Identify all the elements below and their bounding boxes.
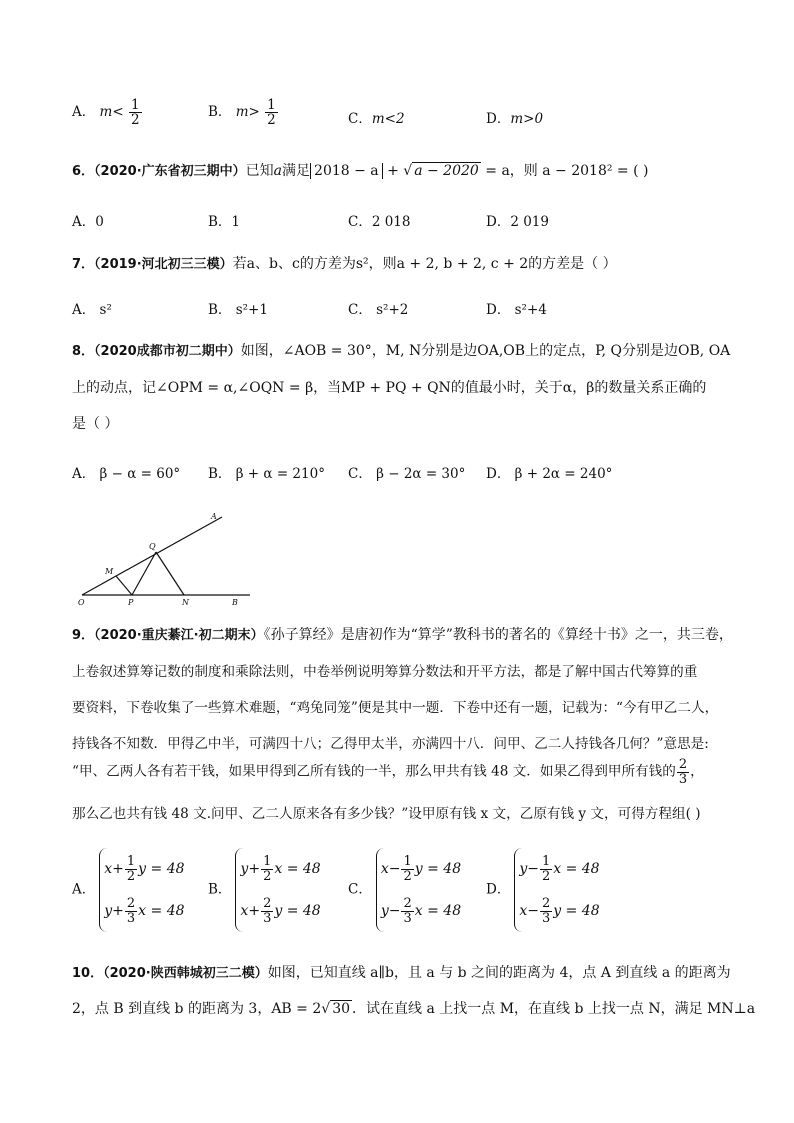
q9-option-a[interactable]: A． x+ $\frac{1}{2}$ y = 48 y+ $\frac{2}{3}$ x = 48 bbox=[72, 848, 185, 932]
q7-option-c[interactable]: C． s²+2 bbox=[348, 302, 409, 318]
segment-pq bbox=[132, 552, 156, 595]
label-o: O bbox=[78, 598, 85, 607]
q5-option-b[interactable]: B． m> $\frac{1}{2}$ bbox=[208, 97, 276, 129]
q5-option-c[interactable]: C．m<2 bbox=[348, 111, 405, 127]
q7-option-a[interactable]: A． s² bbox=[72, 302, 112, 318]
q8-stem-line1: 8．（2020成都市初二期中）如图，∠AOB = 30°，M, N分别是边OA,OB上的定点，P, Q分别是边OB, OA bbox=[72, 343, 731, 359]
q8-stem-line2: 上的动点，记∠OPM = α,∠OQN = β，当MP + PQ + QN的值最小时，关于α，β的数量关系正确的 bbox=[72, 380, 707, 396]
q9-option-c[interactable]: C． x− $\frac{1}{2}$ y = 48 y− $\frac{2}{3}$ x = 48 bbox=[348, 848, 461, 932]
q8-option-b[interactable]: B． β + α = 210° bbox=[208, 466, 325, 482]
q9-option-d[interactable]: D． y− $\frac{1}{2}$ x = 48 x− $\frac{2}{3}$ y = 48 bbox=[486, 848, 600, 932]
q5-option-d[interactable]: D．m>0 bbox=[486, 111, 544, 127]
q6-option-c[interactable]: C．2 018 bbox=[348, 214, 411, 230]
q9-option-b[interactable]: B． y+ $\frac{1}{2}$ x = 48 x+ $\frac{2}{3}$ y = 48 bbox=[208, 848, 321, 932]
label-n: N bbox=[182, 598, 189, 607]
q10-stem-line2: 2，点 B 到直线 b 的距离为 3，AB = 2√ 30 ．试在直线 a 上找一点 M，在直线 b 上找一点 N，满足 MN⊥a bbox=[72, 1001, 756, 1017]
q8-stem-line3: 是（ ） bbox=[72, 416, 119, 432]
q7-option-b[interactable]: B． s²+1 bbox=[208, 302, 268, 318]
q7-option-d[interactable]: D． s²+4 bbox=[486, 302, 547, 318]
q8-option-c[interactable]: C． β − 2α = 30° bbox=[348, 466, 466, 482]
q9-stem-line5: “甲、乙两人各有若干钱，如果甲得到乙所有钱的一半，那么甲共有钱 48 文．如果乙得到甲所有钱的 $\frac{2}{3}$ ， bbox=[72, 757, 704, 787]
q10-stem-line1: 10．（2020·陕西韩城初三二模）如图，已知直线 a∥b，且 a 与 b 之间的距离为 4，点 A 到直线 a 的距离为 bbox=[72, 965, 731, 981]
q8-option-a[interactable]: A． β − α = 60° bbox=[72, 466, 181, 482]
q9-stem-line3: 要资料，下卷收集了一些算术难题，“鸡兔同笼”便是其中一题．下卷中还有一题，记载为：“今有甲乙二人， bbox=[72, 700, 719, 716]
q9-stem-line6: 那么乙也共有钱 48 文.问甲、乙二人原来各有多少钱？”设甲原有钱 x 文，乙原有钱 y 文，可得方程组( ) bbox=[72, 806, 701, 822]
q8-option-d[interactable]: D． β + 2α = 240° bbox=[486, 466, 613, 482]
label-a: A bbox=[211, 512, 217, 521]
q9-stem-line2: 上卷叙述算筹记数的制度和乘除法则，中卷举例说明筹算分数法和开平方法，都是了解中国古代筹算的重 bbox=[72, 664, 698, 680]
q6-option-b[interactable]: B．1 bbox=[208, 214, 241, 230]
q9-stem-line1: 9．（2020·重庆綦江·初二期末）《孙子算经》是唐初作为“算学”教科书的著名的《算经十书》之一，共三卷， bbox=[72, 627, 733, 643]
q6-stem: 6．（2020·广东省初三期中）已知a满足 2018 − a + √ a − 2020 = a，则 a − 2018² = ( ) bbox=[72, 163, 649, 179]
label-m: M bbox=[105, 567, 114, 576]
label-b: B bbox=[232, 598, 238, 607]
q5-option-a[interactable]: A． m< $\frac{1}{2}$ bbox=[72, 97, 140, 129]
label-q: Q bbox=[149, 542, 156, 551]
q6-option-d[interactable]: D．2 019 bbox=[486, 214, 549, 230]
segment-qn bbox=[156, 552, 184, 595]
label-p: P bbox=[128, 598, 134, 607]
q9-stem-line4: 持钱各不知数．甲得乙中半，可满四十八；乙得甲太半，亦满四十八．问甲、乙二人持钱各几何？”意思是: bbox=[72, 736, 709, 752]
q8-geometry-figure bbox=[72, 505, 262, 610]
ray-oa bbox=[82, 517, 222, 595]
segment-mp bbox=[116, 576, 132, 595]
q7-stem: 7．（2019·河北初三三模）若a、b、c的方差为s²，则a + 2, b + 2, c + 2的方差是（ ） bbox=[72, 256, 617, 272]
q6-option-a[interactable]: A．0 bbox=[72, 214, 104, 230]
